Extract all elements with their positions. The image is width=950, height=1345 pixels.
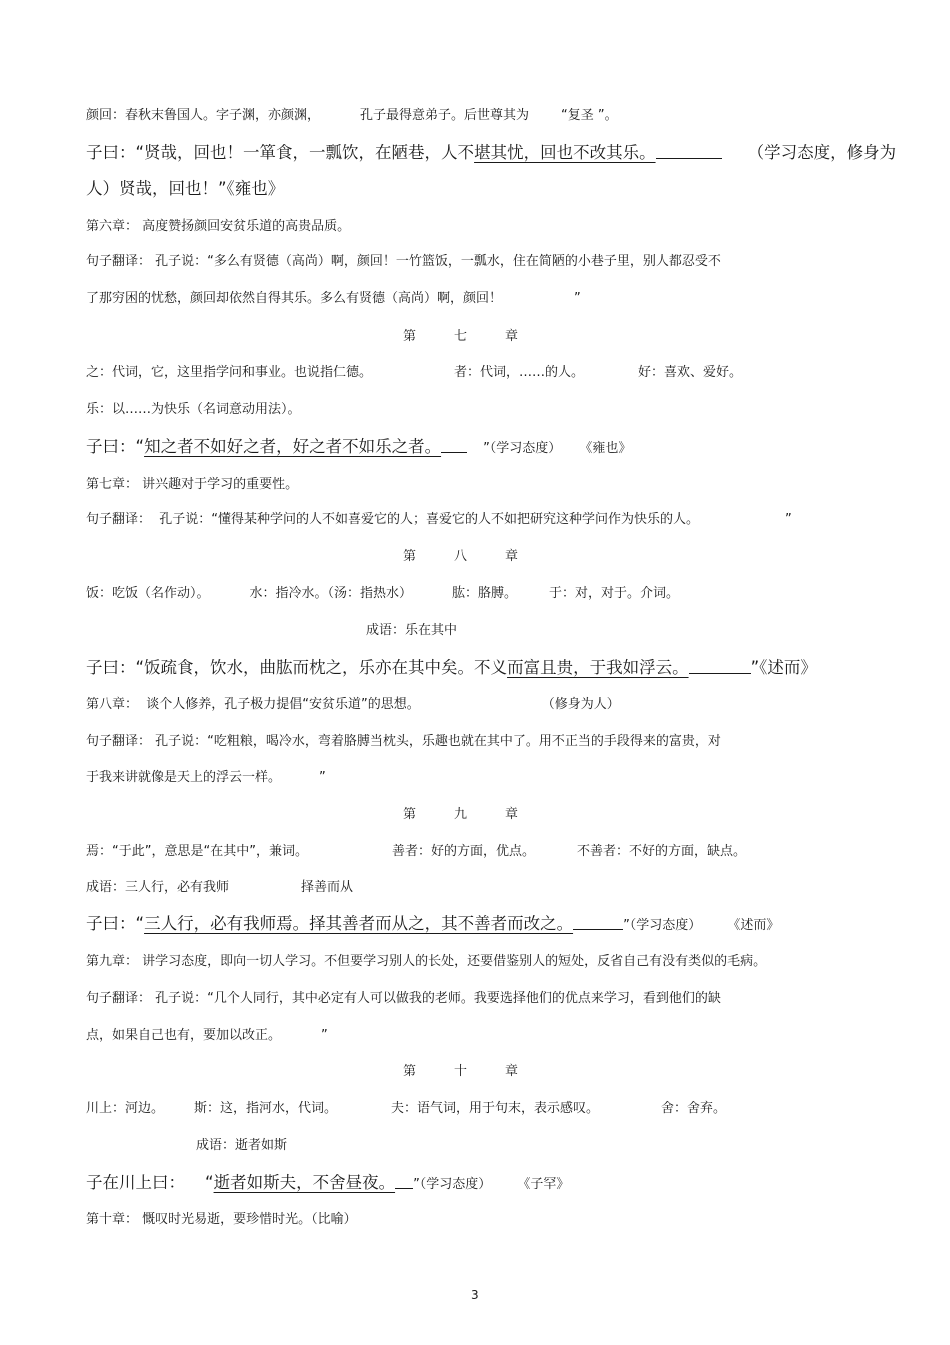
ch6-quote-underlined: 堪其忧，回也不改其乐。 <box>474 143 656 162</box>
ch7-translation <box>86 511 792 529</box>
ch8-quote-b: ”《述而》 <box>750 658 817 677</box>
heading-char: 第 <box>403 807 417 822</box>
yanhui-intro-c: “复圣 ”。 <box>561 108 618 123</box>
yanhui-intro-a: 颜回：春秋末鲁国人。字子渊，亦颜渊， <box>86 108 321 123</box>
ch7-quote-b: ”（学习态度） <box>483 441 562 456</box>
ch7-note-a: 之：代词，它，这里指学问和事业。也说指仁德。 <box>86 365 373 380</box>
ch10-note-d: 舍：舍弃。 <box>661 1101 727 1116</box>
ch8-quote <box>86 657 817 679</box>
ch6-translation-2 <box>86 290 581 308</box>
ch6-quote-line2: 人）贤哉，回也！”《雍也》 <box>86 179 285 198</box>
ch8-idiom: 成语：乐在其中 <box>366 623 458 638</box>
ch9-translation-2-end: ” <box>321 1028 328 1043</box>
ch10-quote-c: ”（学习态度） <box>413 1177 492 1192</box>
ch9-translation-2-text: 点，如果自己也有，要加以改正。 <box>86 1028 282 1043</box>
ch9-quote <box>86 913 779 937</box>
ch9-heading <box>403 806 518 824</box>
ch8-quote-a: 子曰：“饭疏食，饮水，曲肱而枕之，乐亦在其中矣。不义 <box>86 658 508 677</box>
ch9-translation-2 <box>86 1027 328 1045</box>
ch8-note-b: 水：指冷水。（汤：指热水） <box>249 586 413 601</box>
ch9-quote-a: 子曰：“ <box>86 914 145 933</box>
ch8-translation-2 <box>86 769 326 787</box>
ch9-translation-1: 句子翻译： 孔子说：“几个人同行，其中必定有人可以做我的老师。我要选择他们的优点来学习，看到他们的缺 <box>86 991 721 1006</box>
ch7-quote <box>86 436 631 460</box>
ch8-translation-2-text: 于我来讲就像是天上的浮云一样。 <box>86 770 282 785</box>
ch8-quote-underlined: 而富且贵，于我如浮云。 <box>507 658 689 677</box>
heading-char: 章 <box>505 1064 519 1079</box>
ch6-translation-2-text: 了那穷困的忧愁，颜回却依然自得其乐。多么有贤德（高尚）啊，颜回！ <box>86 291 503 306</box>
heading-char: 九 <box>454 807 468 822</box>
ch7-translation-end: ” <box>785 512 792 527</box>
ch7-note-c: 好：喜欢、爱好。 <box>638 365 743 380</box>
ch7-note-b: 者：代词，……的人。 <box>454 365 585 380</box>
heading-char: 章 <box>505 549 519 564</box>
ch8-note-a: 饭：吃饭（名作动）。 <box>86 586 210 601</box>
ch8-summary <box>86 696 620 714</box>
ch9-quote-underlined: 三人行，必有我师焉。择其善者而从之，其不善者而改之。 <box>144 914 574 933</box>
ch8-translation-2-end: ” <box>319 770 326 785</box>
ch8-summary-text: 第八章： 谈个人修养，孔子极力提倡“安贫乐道”的思想。 <box>86 697 420 712</box>
ch8-note-d: 于：对，对于。介词。 <box>549 586 680 601</box>
heading-char: 七 <box>454 329 468 344</box>
ch10-quote-underlined: 逝者如斯夫，不舍昼夜。 <box>213 1173 396 1192</box>
ch9-quote-src: 《述而》 <box>727 918 780 933</box>
ch10-notes <box>86 1100 726 1118</box>
ch7-notes <box>86 364 742 382</box>
page-number: 3 <box>471 1288 479 1302</box>
ch10-note-c: 夫：语气词，用于句末，表示感叹。 <box>391 1101 600 1116</box>
yanhui-intro <box>86 107 618 125</box>
ch9-notes <box>86 843 746 861</box>
ch10-quote <box>86 1172 569 1196</box>
ch6-quote-a: 子曰：“贤哉，回也！一箪食，一瓢饮，在陋巷，人不 <box>86 143 475 162</box>
ch6-translation-1: 句子翻译： 孔子说：“多么有贤德（高尚）啊，颜回！一竹篮饭，一瓢水，住在简陋的小巷子里，别人都忍受不 <box>86 254 721 269</box>
ch10-quote-b: “ <box>205 1173 214 1192</box>
ch10-quote-src: 《子罕》 <box>517 1177 570 1192</box>
ch9-note-a: 焉：“于此”，意思是“在其中”，兼词。 <box>86 844 308 859</box>
ch7-heading <box>403 328 518 346</box>
ch6-summary: 第六章： 高度赞扬颜回安贫乐道的高贵品质。 <box>86 219 351 234</box>
ch10-heading <box>403 1063 518 1081</box>
yanhui-intro-b: 孔子最得意弟子。后世尊其为 <box>360 108 530 123</box>
ch9-note-b: 善者：好的方面，优点。 <box>391 844 535 859</box>
ch8-summary-tag: （修身为人） <box>541 697 620 712</box>
ch10-summary: 第十章： 慨叹时光易逝，要珍惜时光。（比喻） <box>86 1212 357 1227</box>
heading-char: 第 <box>403 1064 417 1079</box>
ch9-note-c: 不善者：不好的方面，缺点。 <box>576 844 746 859</box>
ch7-note-d: 乐：以……为快乐（名词意动用法）。 <box>86 402 301 417</box>
ch6-translation-2-end: ” <box>574 291 581 306</box>
heading-char: 第 <box>403 549 417 564</box>
ch7-quote-src: 《雍也》 <box>579 441 632 456</box>
ch6-quote <box>86 142 896 164</box>
ch9-idiom-a: 成语：三人行，必有我师 <box>86 880 230 895</box>
ch10-note-a: 川上：河边。 <box>86 1101 165 1116</box>
ch10-note-b: 斯：这，指河水，代词。 <box>194 1101 338 1116</box>
ch9-summary: 第九章： 讲学习态度，即向一切人学习。不但要学习别人的长处，还要借鉴别人的短处，反省自己有没有类似的毛病。 <box>86 954 767 969</box>
ch8-notes <box>86 585 679 603</box>
ch7-quote-a: 子曰：“ <box>86 437 145 456</box>
ch10-quote-a: 子在川上曰： <box>86 1173 185 1192</box>
ch8-note-c: 肱：胳膊。 <box>452 586 518 601</box>
ch7-quote-underlined: 知之者不如好之者，好之者不如乐之者。 <box>144 437 442 456</box>
heading-char: 八 <box>454 549 468 564</box>
ch7-translation-text: 句子翻译： 孔子说：“懂得某种学问的人不如喜爱它的人；喜爱它的人不如把研究这种学问作为快乐的人。 <box>86 512 700 527</box>
heading-char: 章 <box>505 807 519 822</box>
ch9-idioms <box>86 879 353 897</box>
heading-char: 章 <box>505 329 519 344</box>
heading-char: 第 <box>403 329 417 344</box>
ch10-idiom: 成语：逝者如斯 <box>196 1138 288 1153</box>
heading-char: 十 <box>454 1064 468 1079</box>
ch6-quote-tag: （学习态度，修身为 <box>747 143 897 162</box>
ch9-quote-b: ”（学习态度） <box>623 918 702 933</box>
ch8-heading <box>403 548 518 566</box>
ch9-idiom-b: 择善而从 <box>301 880 354 895</box>
ch8-translation-1: 句子翻译： 孔子说：“吃粗粮，喝冷水，弯着胳膊当枕头，乐趣也就在其中了。用不正当的手段得来的富贵，对 <box>86 734 721 749</box>
ch7-summary: 第七章： 讲兴趣对于学习的重要性。 <box>86 477 299 492</box>
